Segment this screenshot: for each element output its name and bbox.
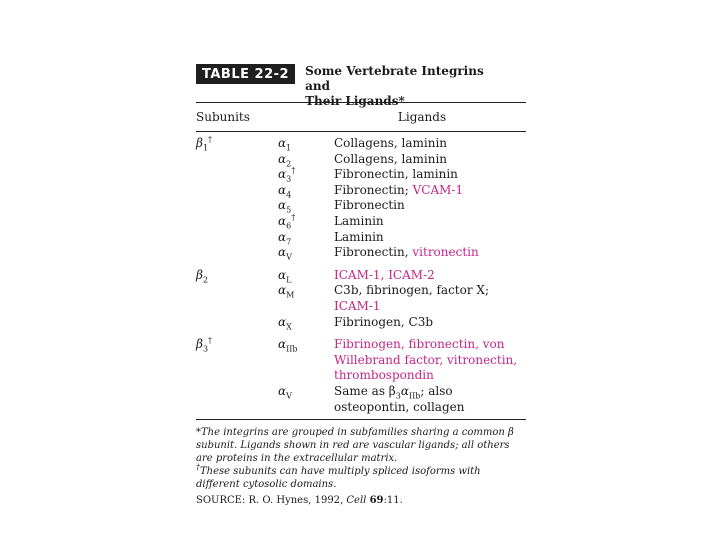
table-body [196, 132, 526, 419]
table-number-tag: TABLE 22-2 [196, 64, 295, 84]
alpha-subunit-cell: $\alpha_7$ [278, 229, 292, 246]
beta-subunit-cell [196, 384, 278, 415]
source-volume: 69 [369, 495, 384, 507]
alpha-subunit-cell: $\alpha_V$ [278, 383, 292, 401]
alpha-subunit-cell: $\alpha_X$ [278, 314, 292, 331]
ligand-cell: Fibronectin [334, 198, 405, 213]
table-title-row [196, 60, 526, 108]
table-row [196, 152, 526, 168]
header-subunits: Subunits [196, 110, 250, 124]
beta-subunit-cell [196, 230, 278, 246]
source-journal: Cell [346, 495, 367, 507]
ligand-cell: Collagens, laminin [334, 151, 448, 166]
table-row [196, 384, 526, 415]
beta-subunit-cell [196, 283, 278, 314]
beta-subunit-cell: $\beta_1^\dagger$ [196, 135, 213, 153]
alpha-subunit-cell: $\alpha_L$ [278, 267, 292, 285]
table-row [196, 230, 526, 246]
table-title-line1: Some Vertebrate Integrins and [305, 64, 484, 93]
beta-subunit-cell [196, 245, 278, 261]
table-row [196, 337, 526, 384]
footnotes [196, 426, 526, 491]
ligand-cell: Same as $\beta_3\alpha_{IIb}$; also osteopontin, collagen [334, 383, 465, 414]
ligand-cell: Collagens, laminin [334, 136, 448, 150]
alpha-subunit-cell: $\alpha_V$ [278, 245, 292, 262]
alpha-subunit-cell: $\alpha_2$ [278, 151, 292, 168]
beta-subunit-cell [196, 167, 278, 183]
beta-subunit-cell: $\beta_2$ [196, 267, 209, 285]
table-row [196, 283, 526, 314]
beta-subunit-cell: $\beta_3^\dagger$ [196, 336, 213, 354]
ligand-cell: Fibronectin; VCAM-1 [334, 182, 464, 197]
ligand-cell: Fibronectin, laminin [334, 167, 458, 182]
source-label: SOURCE [196, 495, 242, 507]
table-row [196, 183, 526, 199]
alpha-subunit-cell: $\alpha_4$ [278, 182, 292, 200]
bottom-rule [196, 419, 526, 420]
beta-subunit-cell [196, 214, 278, 230]
ligand-cell: Fibronectin, vitronectin [334, 245, 479, 260]
beta-subunit-cell [196, 198, 278, 214]
alpha-subunit-cell: $\alpha_3^\dagger$ [278, 166, 296, 184]
footnote-asterisk: *The integrins are grouped in subfamilies sharing a common β subunit. Ligands shown in red are vascular ligands; all others are proteins in the extracellular matrix. [196, 427, 514, 465]
table-row [196, 315, 526, 331]
table-row [196, 167, 526, 183]
ligand-cell: ICAM-1, ICAM-2 [334, 267, 435, 282]
beta-subunit-cell [196, 152, 278, 168]
beta-subunit-cell [196, 183, 278, 199]
alpha-subunit-cell: $\alpha_1$ [278, 136, 292, 153]
footnote-dagger: †These subunits can have multiply spliced isoforms with different cytosolic domains. [196, 462, 481, 491]
ligand-cell: Fibrinogen, fibronectin, von Willebrand factor, vitronectin, thrombospondin [334, 337, 518, 383]
ligand-cell: C3b, fibrinogen, factor X; ICAM-1 [334, 283, 489, 313]
source-line: SOURCE: R. O. Hynes, 1992, Cell 69:11. [196, 495, 403, 507]
table-title-line2: Their Ligands* [305, 94, 405, 108]
table-row [196, 268, 526, 284]
ligand-cell: Fibrinogen, C3b [334, 314, 434, 329]
alpha-subunit-cell: $\alpha_M$ [278, 283, 295, 300]
ligand-cell: Laminin [334, 229, 384, 244]
header-ligands: Ligands [397, 110, 447, 124]
table-figure [196, 60, 526, 506]
alpha-subunit-cell: $\alpha_5$ [278, 198, 292, 215]
ligand-cell: Laminin [334, 213, 384, 228]
alpha-subunit-cell: $\alpha_6^\dagger$ [278, 212, 296, 231]
table-title [305, 64, 485, 109]
table-row [196, 198, 526, 214]
table-row [196, 214, 526, 230]
beta-subunit-cell [196, 315, 278, 331]
table-row [196, 245, 526, 261]
alpha-subunit-cell: $\alpha_{IIb}$ [278, 337, 298, 354]
table-row [196, 136, 526, 152]
